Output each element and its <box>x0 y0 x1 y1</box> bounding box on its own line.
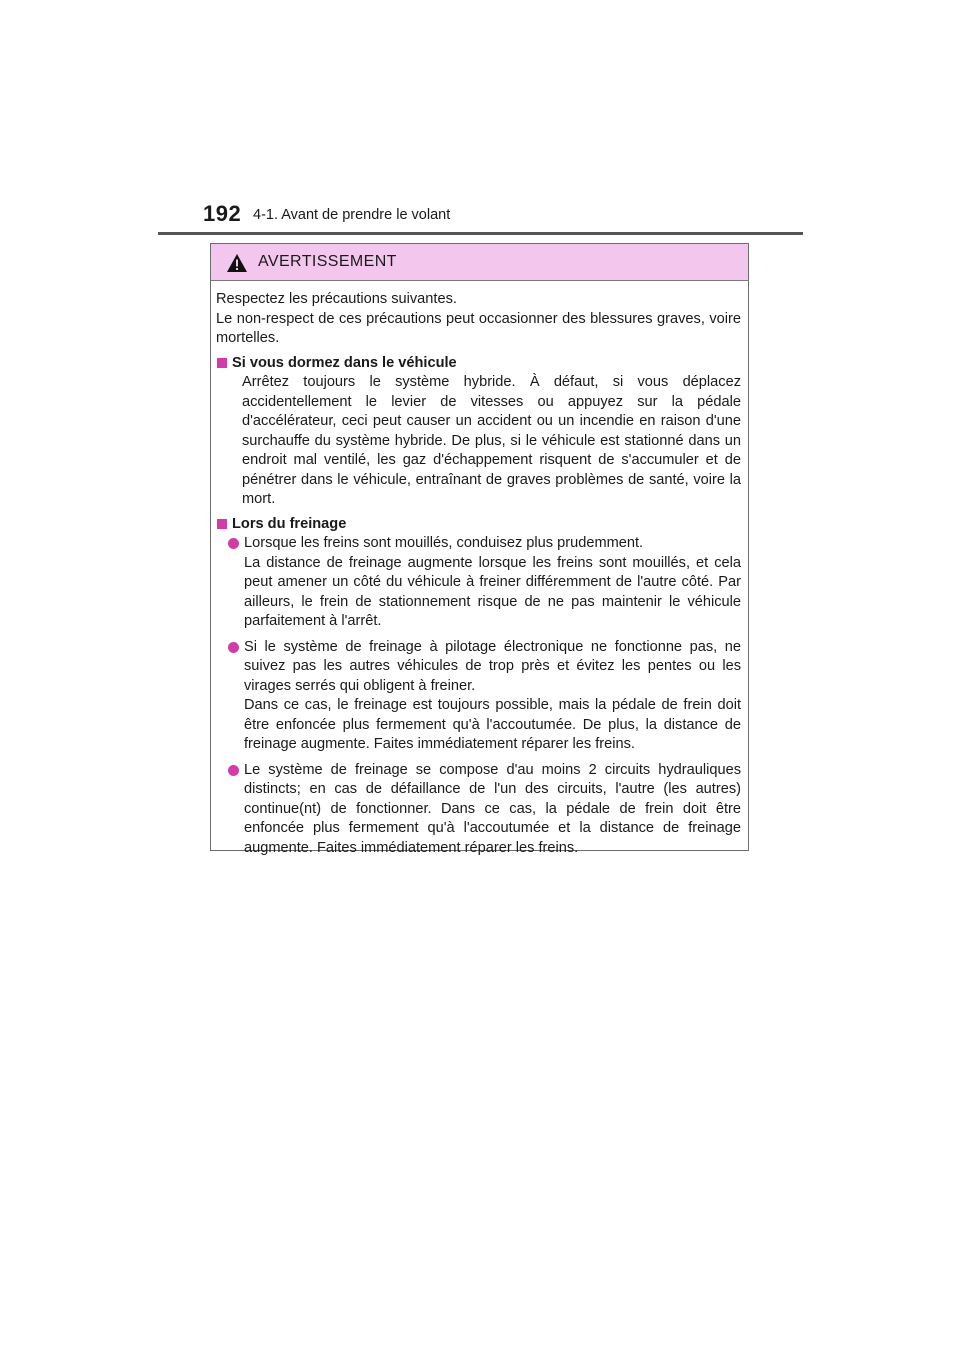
bullet-line: La distance de freinage augmente lorsque les freins sont mouillés, et cela peut amener un côté du véhicule à freiner différemment de l'autre côté. Par ailleurs, le frein de stationnement risque de ne pas maintenir le véhicule parfaitement à l'arrêt. <box>244 554 741 629</box>
header-divider <box>158 232 803 235</box>
bullet-content <box>244 638 741 755</box>
bullet-item <box>216 638 741 755</box>
page-number: 192 <box>203 201 242 226</box>
bullet-content <box>244 534 741 632</box>
section-sleeping <box>216 354 741 510</box>
circle-bullet-icon <box>228 642 239 653</box>
bullet-content <box>244 761 741 859</box>
warning-header <box>211 244 748 281</box>
intro-line: Le non-respect de ces précautions peut occasionner des blessures graves, voire mortelles. <box>216 310 741 346</box>
section-braking <box>216 515 741 859</box>
section-heading <box>216 354 741 374</box>
section-heading <box>216 515 741 535</box>
square-bullet-icon <box>217 358 227 368</box>
warning-box <box>210 243 749 856</box>
bullet-line: Dans ce cas, le freinage est toujours possible, mais la pédale de frein doit être enfoncée plus fermement qu'à l'accoutumée. De plus, la distance de freinage augmente. Faites immédiatement réparer les freins. <box>244 697 741 752</box>
section-heading-text: Si vous dormez dans le véhicule <box>232 354 457 371</box>
intro-line: Respectez les précautions suivantes. <box>216 291 457 307</box>
bullet-line: Le système de freinage se compose d'au moins 2 circuits hydrauliques distincts; en cas de défaillance de l'un des circuits, l'autre (les autres) continue(nt) de fonctionner. Dans ce cas, la pédale de frein doit être enfoncée plus fermement qu'à l'accoutumée et la distance de freinage augmente. Faites immédiatement réparer les freins. <box>244 761 741 856</box>
warning-body <box>211 281 748 858</box>
warning-intro <box>216 290 741 349</box>
section-title: 4-1. Avant de prendre le volant <box>253 207 451 223</box>
bullet-item <box>216 761 741 859</box>
bullet-item <box>216 534 741 632</box>
section-paragraph: Arrêtez toujours le système hybride. À défaut, si vous déplacez accidentellement le levier de vitesses ou appuyez sur la pédale d'accélérateur, ceci peut causer un accident ou un incendie en raison d'une surchauffe du système hybride. De plus, si le véhicule est stationné dans un endroit mal ventilé, les gaz d'échappement risquent de s'accumuler et de pénétrer dans le véhicule, entraînant de graves problèmes de santé, voire la mort. <box>242 374 741 507</box>
warning-title: AVERTISSEMENT <box>258 253 397 270</box>
section-heading-text: Lors du freinage <box>232 515 347 532</box>
bullet-line: Si le système de freinage à pilotage électronique ne fonctionne pas, ne suivez pas les autres véhicules de trop près et évitez les pentes ou les virages serrés qui obligent à freiner. <box>244 638 741 694</box>
circle-bullet-icon <box>228 538 239 549</box>
square-bullet-icon <box>217 519 227 529</box>
page-header <box>0 0 960 240</box>
circle-bullet-icon <box>228 765 239 776</box>
warning-triangle-icon <box>226 253 248 273</box>
bullet-line: Lorsque les freins sont mouillés, conduisez plus prudemment. <box>244 535 644 551</box>
